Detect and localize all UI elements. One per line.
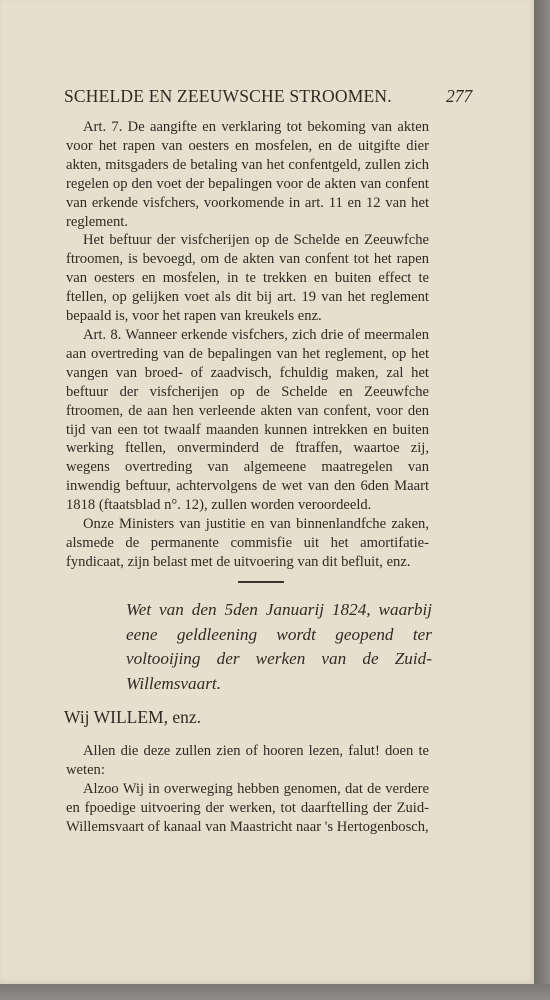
paragraph-ministers: Onze Ministers van justitie en van binnenlandfche zaken, alsmede de permanente commisfie uit het amortifatie-fyndicaat, zijn belast met de uitvoering van dit befluit, enz. — [66, 516, 429, 570]
page-number: 277 — [446, 86, 473, 106]
paragraph-art-8: Art. 8. Wanneer erkende visfchers, zich drie of meermalen aan overtreding van de bepalingen van het reglement, op het vangen van broed- of zaadvisch, fchuldig maken, zal het beftuur der visfcherijen op de Schelde en Zeeuwfche ftroomen, de aan hen verleende akten van confent, voor den tijd van een tot twaalf maanden kunnen intrekken en buiten werking ftellen, onverminderd de ftraffen, waartoe zij, wegens overtreding van algemeene maatregelen van inwendig beftuur, achtervolgens de wet van den 6den Maart 1818 (ftaatsblad n°. 12), zullen worden veroordeeld. — [66, 326, 429, 514]
paragraph-art-7: Art. 7. De aangifte en verklaring tot bekoming van akten voor het rapen van oesters en mosfelen, en de uitgifte dier akten, mitsgaders de betaling van het confentgeld, zullen zich regelen op den voet der bepalingen voor de akten van confent van erkende visfchers, voorkomende in art. 11 en 12 van het reglement. — [66, 119, 429, 230]
wij-willem-heading: Wij WILLEM, enz. — [64, 707, 201, 727]
body-text — [66, 118, 429, 572]
paragraph-allen: Allen die deze zullen zien of hooren lezen, falut! doen te weten: — [66, 743, 429, 778]
section-divider — [238, 581, 284, 583]
running-head: SCHELDE EN ZEEUWSCHE STROOMEN. — [64, 86, 392, 106]
paragraph-alzoo: Alzoo Wij in overweging hebben genomen, dat de verdere en fpoedige uitvoering der werken, tot daarftelling der Zuid-Willemsvaart of kanaal van Maastricht naar 's Hertogenbosch, — [66, 780, 429, 835]
page-edge-right — [534, 0, 550, 1000]
law-title: Wet van den 5den Januarij 1824, waarbij eene geldleening wordt geopend ter voltooijing der werken van de Zuid-Willemsvaart. — [126, 600, 432, 693]
closing-text — [66, 742, 429, 837]
page-edge-bottom — [0, 984, 550, 1000]
paragraph-bestuur: Het beftuur der visfcherijen op de Schelde en Zeeuwfche ftroomen, is bevoegd, om de akten van confent tot het rapen van oesters en mosfelen, in te trekken en buiten effect te ftellen, op gelijken voet als dit bij art. 19 van het reglement bepaald is, voor het rapen van kreukels enz. — [66, 232, 429, 325]
